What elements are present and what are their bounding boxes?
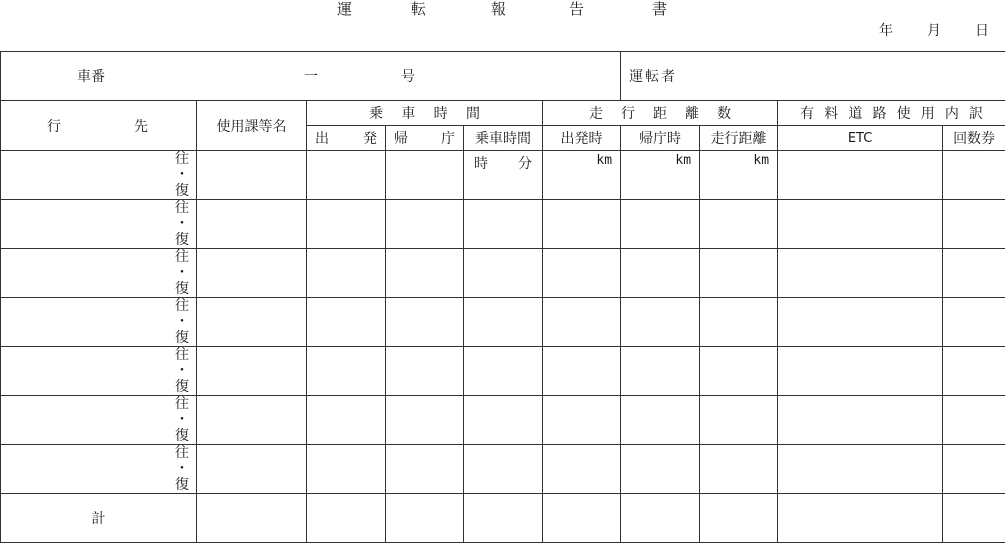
etc-cell[interactable] [778,494,943,543]
departure-cell[interactable] [307,494,386,543]
destination-cell[interactable]: 往 ・ 復 [1,298,197,347]
department-cell[interactable] [197,494,307,543]
odo-departure-cell[interactable] [543,200,621,249]
department-cell[interactable] [197,445,307,494]
odo-return-cell[interactable] [621,445,700,494]
ride-duration-cell[interactable] [464,298,543,347]
odo-return-cell[interactable] [621,494,700,543]
ride-duration-cell[interactable] [464,347,543,396]
total-row [1,494,1005,543]
distance-header: 走 行 距 離 数 [543,101,778,126]
departure-cell[interactable] [307,347,386,396]
coupon-cell[interactable] [943,396,1005,445]
ride-duration-cell[interactable] [464,445,543,494]
coupon-cell[interactable] [943,494,1005,543]
odo-return-header: 帰庁時 [621,126,700,151]
ride-duration-cell[interactable]: 時 分 [464,151,543,200]
department-header: 使用課等名 [197,101,307,151]
odo-departure-cell[interactable] [543,298,621,347]
distance-run-cell[interactable] [700,494,778,543]
coupon-cell[interactable] [943,347,1005,396]
distance-run-cell[interactable] [700,249,778,298]
table-row [1,396,1005,445]
date-day: 日 [975,23,989,39]
title-char: 報 [491,0,507,18]
coupon-cell[interactable] [943,151,1005,200]
distance-run-cell[interactable] [700,445,778,494]
destination-cell[interactable]: 往 ・ 復 [1,200,197,249]
departure-cell[interactable] [307,298,386,347]
date-line [0,20,1005,42]
distance-run-cell[interactable] [700,396,778,445]
title-char: 運 [337,0,353,18]
return-cell[interactable] [386,200,464,249]
ride-time-header: 乗 車 時 間 [307,101,543,126]
table-row [1,347,1005,396]
ride-duration-cell[interactable] [464,494,543,543]
ride-duration-cell[interactable] [464,396,543,445]
report-table [0,51,1005,543]
driver-cell[interactable] [621,52,1005,101]
departure-cell[interactable] [307,200,386,249]
coupon-cell[interactable] [943,200,1005,249]
coupon-cell[interactable] [943,298,1005,347]
vehicle-number-cell[interactable] [1,52,621,101]
odo-departure-cell[interactable]: km [543,151,621,200]
return-cell[interactable] [386,445,464,494]
vehicle-dash: 一 [304,69,318,85]
etc-header: ETC [778,126,943,151]
return-cell[interactable] [386,494,464,543]
odo-return-cell[interactable] [621,396,700,445]
return-cell[interactable] [386,151,464,200]
odo-return-cell[interactable] [621,249,700,298]
etc-cell[interactable] [778,249,943,298]
return-header: 帰 庁 [386,126,464,151]
ride-duration-header: 乗車時間 [464,126,543,151]
departure-header: 出 発 [307,126,386,151]
vehicle-number-suffix: 号 [401,69,415,85]
table-row [1,249,1005,298]
return-cell[interactable] [386,396,464,445]
etc-cell[interactable] [778,445,943,494]
distance-run-cell[interactable] [700,200,778,249]
ride-duration-cell[interactable] [464,249,543,298]
distance-run-header: 走行距離 [700,126,778,151]
departure-cell[interactable] [307,396,386,445]
odo-departure-cell[interactable] [543,494,621,543]
etc-cell[interactable] [778,347,943,396]
odo-return-cell[interactable] [621,298,700,347]
destination-cell[interactable]: 往 ・ 復 [1,396,197,445]
department-cell[interactable] [197,298,307,347]
departure-cell[interactable] [307,151,386,200]
destination-header: 行 先 [1,101,197,151]
odo-return-cell[interactable]: km [621,151,700,200]
distance-run-cell[interactable]: km [700,151,778,200]
return-cell[interactable] [386,347,464,396]
title-char: 転 [411,0,427,18]
destination-cell[interactable]: 往 ・ 復 [1,445,197,494]
departure-cell[interactable] [307,445,386,494]
table-row [1,298,1005,347]
department-cell[interactable] [197,249,307,298]
title-char: 告 [569,0,585,18]
department-cell[interactable] [197,396,307,445]
destination-cell[interactable]: 往 ・ 復 [1,151,197,200]
etc-cell[interactable] [778,298,943,347]
ride-duration-cell[interactable] [464,200,543,249]
destination-cell[interactable]: 往 ・ 復 [1,249,197,298]
driver-label: 運転者 [629,69,678,85]
department-cell[interactable] [197,200,307,249]
vehicle-label: 車番 [77,69,105,85]
table-row [1,200,1005,249]
destination-cell[interactable]: 往 ・ 復 [1,347,197,396]
etc-cell[interactable] [778,200,943,249]
etc-cell[interactable] [778,396,943,445]
odo-departure-cell[interactable] [543,396,621,445]
coupon-header: 回数券 [943,126,1005,151]
odo-departure-cell[interactable] [543,249,621,298]
coupon-cell[interactable] [943,445,1005,494]
return-cell[interactable] [386,249,464,298]
table-row [1,445,1005,494]
date-year: 年 [879,23,893,39]
odo-departure-header: 出発時 [543,126,621,151]
coupon-cell[interactable] [943,249,1005,298]
total-label: 計 [1,494,197,543]
title-char: 書 [652,0,668,18]
distance-run-cell[interactable] [700,347,778,396]
etc-cell[interactable] [778,151,943,200]
table-row [1,151,1005,200]
date-month: 月 [927,23,941,39]
departure-cell[interactable] [307,249,386,298]
return-cell[interactable] [386,298,464,347]
odo-return-cell[interactable] [621,200,700,249]
odo-departure-cell[interactable] [543,445,621,494]
distance-run-cell[interactable] [700,298,778,347]
odo-return-cell[interactable] [621,347,700,396]
department-cell[interactable] [197,347,307,396]
document-title [0,0,1005,20]
toll-header: 有 料 道 路 使 用 内 訳 [778,101,1005,126]
odo-departure-cell[interactable] [543,347,621,396]
department-cell[interactable] [197,151,307,200]
